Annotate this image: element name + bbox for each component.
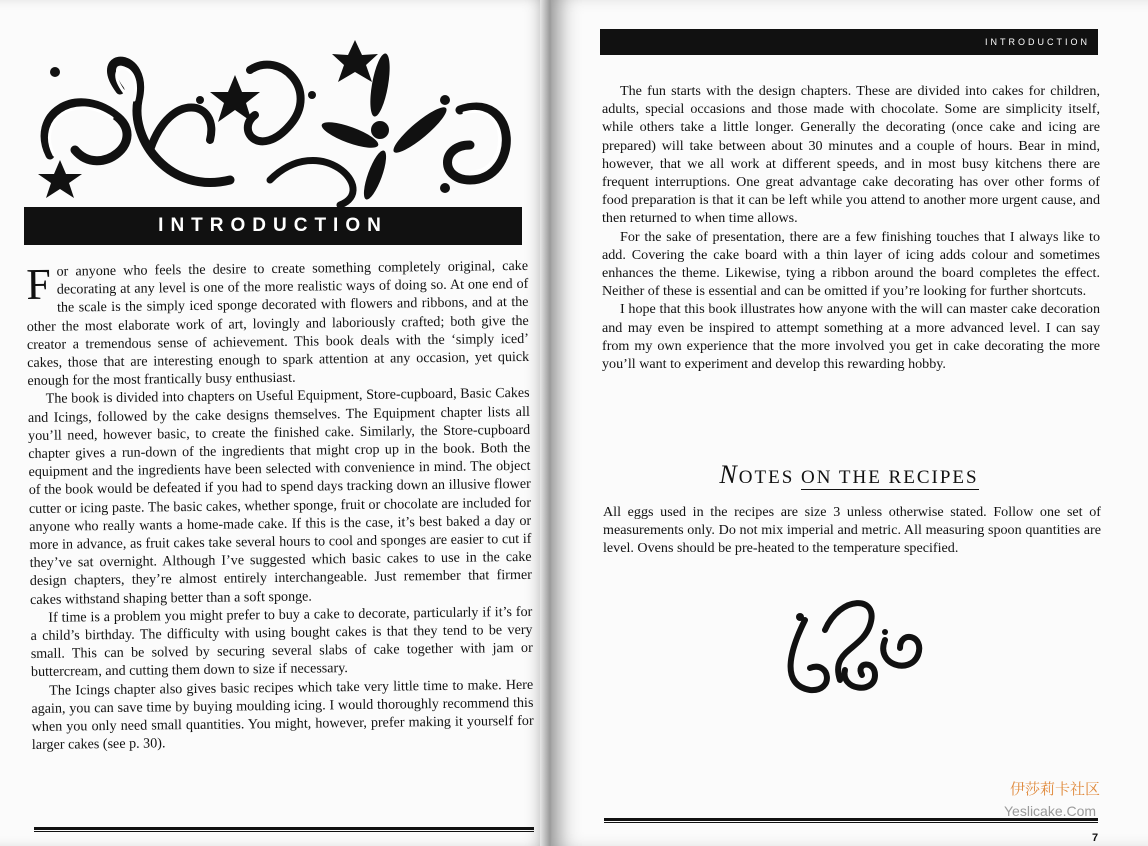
dropcap-letter: F: [25, 259, 52, 309]
notes-body: [603, 503, 1101, 558]
chapter-title: INTRODUCTION: [158, 215, 388, 236]
watermark-chinese: 伊莎莉卡社区: [1010, 780, 1101, 798]
notes-paragraph: All eggs used in the recipes are size 3 unless otherwise stated. Follow one set of measurements only. Do not mix imperial and metric. All measuring spoon quantities are level. Ovens should be pre-heated to the temperature specified.: [603, 504, 1101, 557]
bottom-rule: [34, 827, 534, 832]
intro-paragraph-1: [26, 257, 530, 391]
notes-heading-rest: ON THE RECIPES: [801, 467, 979, 488]
left-page: [0, 0, 548, 846]
intro-paragraph-1-text: or anyone who feels the desire to create something completely original, cake decorating at any level is one of the more realistic ways of doing so. At one end of the scale is the simply iced sponge decorated with flowers and ribbons, and at the other the most elaborate work of art, lovingly and laboriously crafted; both give the creator a tremendous sense of achievement. This book deals with the ‘simply iced’ cakes, those that are interesting enough to spark attention at any occasion, yet quick enough for the most frantically busy enthusiast.: [26, 257, 530, 390]
notes-heading-initial: N: [719, 460, 739, 489]
intro-paragraph-3: If time is a problem you might prefer to buy a cake to decorate, particularly if it’s for a child’s birthday. The difficulty with using bought cakes is that they tend to be very small. This can be solved by securing several slabs of cake together with jam or buttercream, and cutting them down to size if necessary.: [30, 603, 533, 681]
notes-heading-word: OTES: [738, 467, 795, 488]
introduction-banner: [24, 207, 522, 245]
notes-heading: [600, 460, 1098, 490]
running-head-banner: [600, 29, 1098, 55]
design-paragraph-2: For the sake of presentation, there are a few finishing touches that I always like to add. Covering the cake board with a thin layer of icing adds colour and sometimes enhances the theme. Likewise, tying a ribbon around the board completes the effect. Neither of these is essential and can be omitted if you’re looking for further shortcuts.: [602, 228, 1100, 300]
design-paragraph-3: I hope that this book illustrates how anyone with the will can master cake decoration and may even be inspired to attempt something at a more advanced level. I can say from my own experience that the more involved you get in cake decorating the more you’ll want to experiment and develop this rewarding hobby.: [602, 301, 1100, 373]
intro-paragraph-2: The book is divided into chapters on Useful Equipment, Store-cupboard, Basic Cakes and Icings, followed by the cake designs themselves. The Equipment chapter lists all you’ll need, however basic, to create the finished cake. Similarly, the Store-cupboard chapter gives a run-down of the ingredients that might crop up in the book. Both the equipment and the ingredients have been selected with convenience in mind. The object of the book would be defeated if you had to spend days tracking down an illusive flower cutter or icing paste. The basic cakes, whether sponge, fruit or chocolate are included for anyone who really wants a home-made cake. If this is the case, it’s best baked a day or more in advance, as fruit cakes take several hours to cool and sponges are easier to cut if they’ve sat overnight. Although I’ve suggested which basic cakes to use in the cake design chapters, they’re almost entirely interchangeable. Just remember that firmer cakes withstand shaping better than a soft sponge.: [27, 385, 532, 608]
left-body-text: [26, 257, 534, 755]
page-number: 7: [1092, 832, 1099, 844]
watermark-url: Yeslicake.Com: [1004, 803, 1097, 819]
swirl-ornament-icon: [20, 30, 530, 210]
design-paragraph-1: The fun starts with the design chapters. These are divided into cakes for children, adults, special occasions and those made with chocolate. Some are simplicity itself, while others take a little longer. Generally the decorating (once cake and icing are prepared) will take between about 30 minutes and a couple of hours. Bear in mind, however, that we all work at different speeds, and in most busy kitchens there are frequent interruptions. One great advantage cake decorating has over other forms of food preparation is that it can be left while you attend to another more urgent cause, and then returned to when time allows.: [602, 83, 1100, 227]
right-body-text: [602, 82, 1100, 373]
running-head: INTRODUCTION: [985, 37, 1090, 47]
small-swirl-ornament-icon: [770, 590, 935, 700]
intro-paragraph-4: The Icings chapter also gives basic recipes which take very little time to make. Here again, you can save time by buying moulding icing. I would thoroughly recommend this when you only need small quantities. You might, however, prefer making it yourself for larger cakes (see p. 30).: [31, 676, 534, 754]
